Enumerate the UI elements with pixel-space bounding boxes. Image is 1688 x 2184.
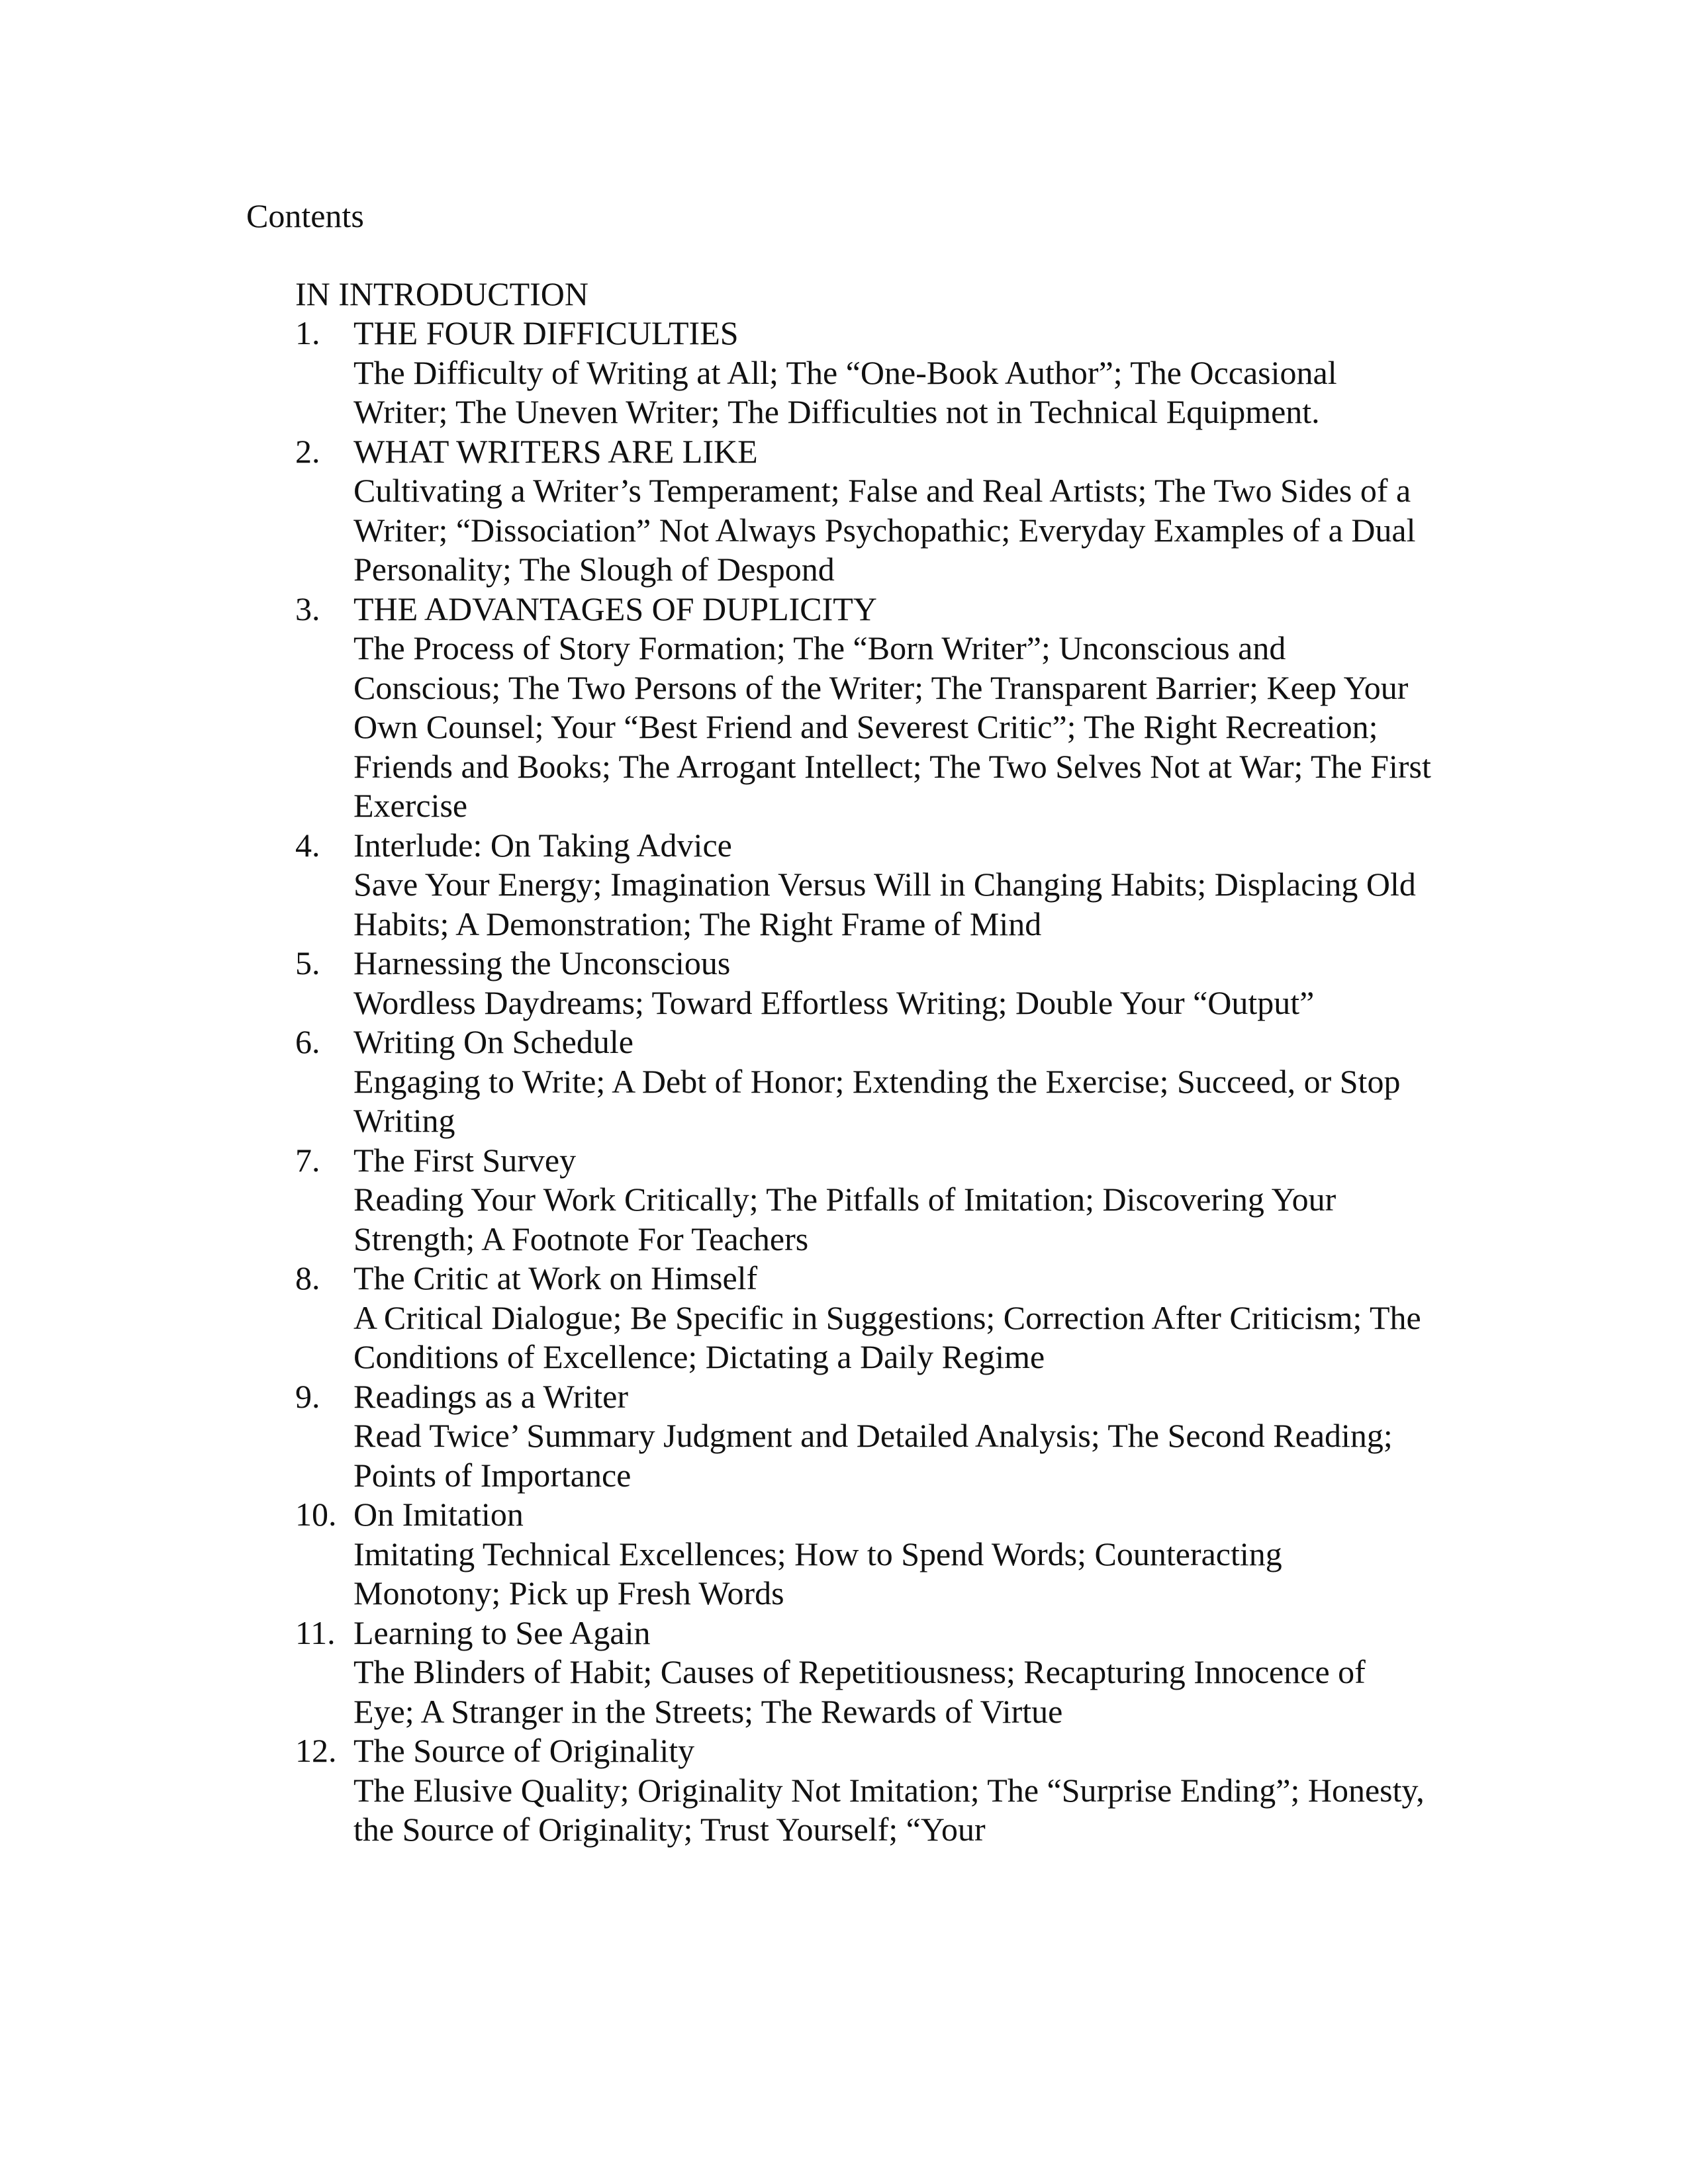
chapter-entry bbox=[295, 1141, 1434, 1259]
chapter-title: The First Survey bbox=[353, 1141, 577, 1179]
chapter-description: A Critical Dialogue; Be Specific in Suggestions; Correction After Criticism; The Conditions of Excellence; Dictating a Daily Regime bbox=[353, 1298, 1421, 1375]
chapter-entry bbox=[295, 1731, 1434, 1850]
chapter-number: 9. bbox=[295, 1377, 320, 1415]
chapter-description: Reading Your Work Critically; The Pitfalls of Imitation; Discovering Your Strength; A Footnote For Teachers bbox=[353, 1181, 1336, 1257]
chapter-description: The Process of Story Formation; The “Born Writer”; Unconscious and Conscious; The Two Persons of the Writer; The Transparent Barrier; Keep Your Own Counsel; Your “Best Friend and Severest Critic”; The Right Recreation; Friends and Books; The Arrogant Intellect; The Two Selves Not at War; The First Exercise bbox=[353, 629, 1431, 824]
contents-heading: Contents bbox=[246, 197, 364, 234]
chapter-description: Cultivating a Writer’s Temperament; False and Real Artists; The Two Sides of a Writer; “Dissociation” Not Always Psychopathic; Everyday Examples of a Dual Personality; The Slough of Despond bbox=[353, 472, 1416, 588]
chapter-number: 8. bbox=[295, 1259, 320, 1297]
chapter-description: The Blinders of Habit; Causes of Repetitiousness; Recapturing Innocence of Eye; A Stranger in the Streets; The Rewards of Virtue bbox=[353, 1653, 1366, 1730]
chapter-entry bbox=[295, 1259, 1434, 1377]
chapter-description: Wordless Daydreams; Toward Effortless Writing; Double Your “Output” bbox=[353, 983, 1315, 1021]
chapter-number: 6. bbox=[295, 1023, 320, 1060]
chapter-description: Read Twice’ Summary Judgment and Detailed Analysis; The Second Reading; Points of Importance bbox=[353, 1417, 1393, 1494]
chapter-title: Interlude: On Taking Advice bbox=[353, 826, 732, 864]
chapter-entry bbox=[295, 1614, 1434, 1732]
chapter-title: The Source of Originality bbox=[353, 1732, 695, 1769]
chapter-description: Imitating Technical Excellences; How to Spend Words; Counteracting Monotony; Pick up Fresh Words bbox=[353, 1535, 1282, 1612]
chapter-title: Writing On Schedule bbox=[353, 1023, 633, 1060]
chapter-entry bbox=[295, 432, 1434, 590]
chapter-title: Harnessing the Unconscious bbox=[353, 944, 731, 981]
chapter-title: Learning to See Again bbox=[353, 1614, 651, 1651]
chapter-description: The Difficulty of Writing at All; The “One-Book Author”; The Occasional Writer; The Uneven Writer; The Difficulties not in Technical Equipment. bbox=[353, 353, 1337, 430]
chapter-number: 2. bbox=[295, 432, 320, 470]
chapter-title: THE FOUR DIFFICULTIES bbox=[353, 314, 739, 351]
chapter-description: Engaging to Write; A Debt of Honor; Extending the Exercise; Succeed, or Stop Writing bbox=[353, 1062, 1401, 1139]
chapter-title: The Critic at Work on Himself bbox=[353, 1259, 758, 1297]
chapter-entry bbox=[295, 1495, 1434, 1614]
introduction-entry: IN INTRODUCTION bbox=[295, 275, 588, 312]
chapter-number: 5. bbox=[295, 944, 320, 981]
chapter-description: Save Your Energy; Imagination Versus Will in Changing Habits; Displacing Old Habits; A Demonstration; The Right Frame of Mind bbox=[353, 866, 1416, 942]
chapter-title: Readings as a Writer bbox=[353, 1377, 628, 1415]
chapter-entry bbox=[295, 1377, 1434, 1496]
chapter-entry bbox=[295, 826, 1434, 944]
chapter-entry bbox=[295, 1023, 1434, 1141]
chapter-entry bbox=[295, 314, 1434, 432]
chapter-description: The Elusive Quality; Originality Not Imitation; The “Surprise Ending”; Honesty, the Source of Originality; Trust Yourself; “Your bbox=[353, 1771, 1425, 1848]
chapter-number: 3. bbox=[295, 590, 320, 627]
chapter-number: 7. bbox=[295, 1141, 320, 1179]
chapter-title: THE ADVANTAGES OF DUPLICITY bbox=[353, 590, 877, 627]
chapter-number: 10. bbox=[295, 1496, 337, 1533]
chapter-number: 12. bbox=[295, 1732, 337, 1769]
chapter-title: WHAT WRITERS ARE LIKE bbox=[353, 432, 758, 470]
chapter-number: 1. bbox=[295, 314, 320, 351]
chapter-number: 11. bbox=[295, 1614, 336, 1651]
chapter-number: 4. bbox=[295, 826, 320, 864]
chapter-entry bbox=[295, 944, 1434, 1023]
chapter-list bbox=[295, 314, 1434, 1850]
chapter-title: On Imitation bbox=[353, 1496, 524, 1533]
chapter-entry bbox=[295, 590, 1434, 826]
